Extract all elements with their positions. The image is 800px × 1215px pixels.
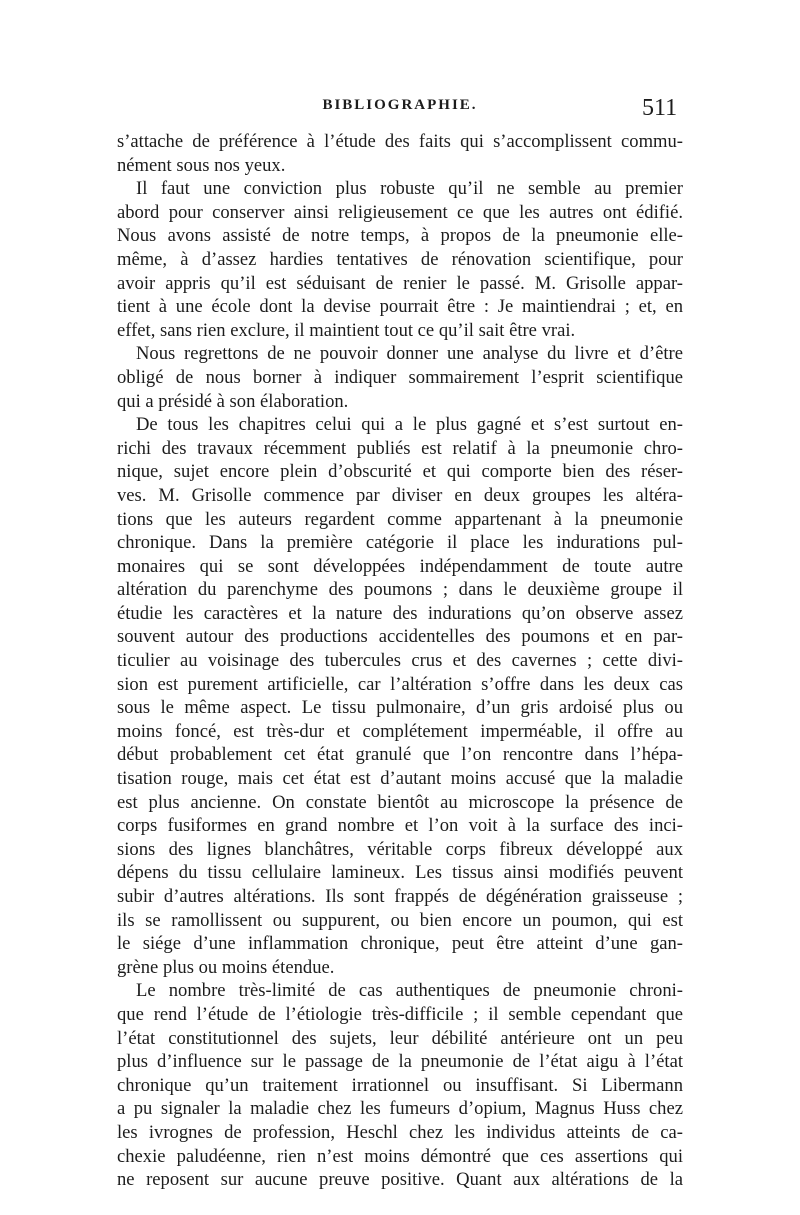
- text-line: nément sous nos yeux.: [117, 154, 286, 176]
- text-line: s’attache de préférence à l’étude des faits qui s’accomplissent commu-: [117, 131, 683, 152]
- text-line: qui a présidé à son élaboration.: [117, 390, 349, 412]
- text-line: ves. M. Grisolle commence par diviser en deux groupes les altéra-: [117, 484, 683, 506]
- text-line: souvent autour des productions accidentelles des poumons et en par-: [117, 626, 683, 648]
- text-line: plus d’influence sur le passage de la pneumonie de l’état aigu à l’état: [117, 1051, 683, 1073]
- text-line: monaires qui se sont développées indépendamment de toute autre: [117, 555, 683, 577]
- text-line: avoir appris qu’il est séduisant de renier le passé. M. Grisolle appar-: [117, 272, 683, 294]
- text-line: Nous avons assisté de notre temps, à propos de la pneumonie elle-: [117, 225, 683, 247]
- page-number: 511: [642, 95, 678, 121]
- text-line: sion est purement artificielle, car l’altération s’offre dans les deux cas: [117, 673, 683, 695]
- text-line: a pu signaler la maladie chez les fumeurs d’opium, Magnus Huss chez: [117, 1098, 683, 1120]
- text-line: abord pour conserver ainsi religieusement ce que les autres ont édifié.: [117, 201, 683, 223]
- text-line: chronique. Dans la première catégorie il place les indurations pul-: [117, 532, 683, 554]
- text-line: tisation rouge, mais cet état est d’autant moins accusé que la maladie: [117, 768, 683, 790]
- text-line: est plus ancienne. On constate bientôt au microscope la présence de: [117, 791, 683, 813]
- text-line: corps fusiformes en grand nombre et l’on voit à la surface des inci-: [117, 815, 683, 837]
- text-line: obligé de nous borner à indiquer sommairement l’esprit scientifique: [117, 366, 683, 388]
- text-line: dépens du tissu cellulaire lamineux. Les tissus ainsi modifiés peuvent: [117, 862, 683, 884]
- body-text: [117, 130, 683, 1192]
- text-line: début probablement cet état granulé que l’on rencontre dans l’hépa-: [117, 744, 683, 766]
- text-line: que rend l’étude de l’étiologie très-difficile ; il semble cependant que: [117, 1003, 683, 1025]
- text-line: effet, sans rien exclure, il maintient tout ce qu’il sait être vrai.: [117, 319, 576, 341]
- text-line: Il faut une conviction plus robuste qu’il ne semble au premier: [136, 178, 683, 200]
- text-line: ticulier au voisinage des tubercules crus et des cavernes ; cette divi-: [117, 650, 683, 672]
- running-title: BIBLIOGRAPHIE.: [322, 97, 478, 113]
- text-line: le siége d’une inflammation chronique, peut être atteint d’une gan-: [117, 933, 683, 955]
- text-line: sions des lignes blanchâtres, véritable corps fibreux développé aux: [117, 838, 683, 860]
- text-line: tions que les auteurs regardent comme appartenant à la pneumonie: [117, 508, 683, 530]
- text-line: grène plus ou moins étendue.: [117, 956, 335, 978]
- text-line: même, à d’assez hardies tentatives de rénovation scientifique, pour: [117, 248, 683, 270]
- text-line: nique, sujet encore plein d’obscurité et qui comporte bien des réser-: [117, 461, 683, 483]
- text-line: ils se ramollissent ou suppurent, ou bien encore un poumon, qui est: [117, 909, 683, 931]
- text-line: subir d’autres altérations. Ils sont frappés de dégénération graisseuse ;: [117, 886, 683, 907]
- text-line: chexie paludéenne, rien n’est moins démontré que ces assertions qui: [117, 1145, 683, 1167]
- text-line: De tous les chapitres celui qui a le plus gagné et s’est surtout en-: [136, 414, 683, 436]
- text-line: moins foncé, est très-dur et complétement imperméable, il offre au: [117, 720, 683, 742]
- text-line: Le nombre très-limité de cas authentiques de pneumonie chroni-: [136, 980, 683, 1002]
- text-line: les ivrognes de profession, Heschl chez les individus atteints de ca-: [117, 1121, 683, 1143]
- text-line: chronique qu’un traitement irrationnel ou insuffisant. Si Libermann: [117, 1074, 683, 1096]
- text-line: richi des travaux récemment publiés est relatif à la pneumonie chro-: [117, 437, 683, 459]
- text-line: tient à une école dont la devise pourrait être : Je maintiendrai ; et, en: [117, 296, 683, 318]
- text-line: étudie les caractères et la nature des indurations qu’on observe assez: [117, 602, 683, 624]
- text-line: sous le même aspect. Le tissu pulmonaire, d’un gris ardoisé plus ou: [117, 697, 683, 719]
- text-line: ne reposent sur aucune preuve positive. Quant aux altérations de la: [117, 1169, 683, 1191]
- text-line: altération du parenchyme des poumons ; dans le deuxième groupe il: [117, 579, 683, 601]
- text-line: Nous regrettons de ne pouvoir donner une analyse du livre et d’être: [136, 343, 683, 365]
- text-line: l’état constitutionnel des sujets, leur débilité antérieure ont un peu: [117, 1027, 683, 1049]
